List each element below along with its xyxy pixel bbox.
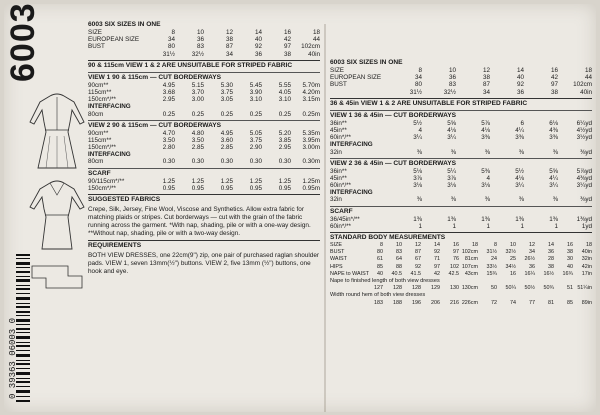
barcode-digits: 0 39363 06003 0 (8, 317, 18, 399)
sizes-title: 6003 SIX SIZES IN ONE (88, 21, 161, 28)
table-row: 150cm*/** 2.95 3.00 3.05 3.10 3.10 3.15m (88, 96, 320, 104)
interfacing-label: INTERFACING (88, 103, 131, 111)
sizes-title: 6003 SIX SIZES IN ONE (330, 59, 403, 66)
view1-header: VIEW 1 90 & 115cm — CUT BORDERWAYS (88, 72, 320, 82)
bust-row: BUST 80 83 87 92 97 102cm (88, 43, 320, 51)
table-row: 80cm 0.30 0.30 0.30 0.30 0.30 0.30m (88, 158, 320, 166)
bust-in-row: 31½ 32½ 34 36 38 40in (409, 88, 592, 96)
imperial-chart (330, 56, 592, 307)
table-row: 60in*/** 3¼ 3¼ 3⅜ 3⅜ 3⅜ 3½yd (330, 134, 592, 142)
table-row: 150cm*/** 0.95 0.95 0.95 0.95 0.95 0.95m (88, 184, 320, 192)
table-row: 80cm 0.25 0.25 0.25 0.25 0.25 0.25m (88, 110, 320, 118)
bust-row: BUST 80 83 87 92 97 102cm (330, 81, 592, 89)
table-row: 115cm** 3.50 3.50 3.60 3.75 3.85 3.95m (88, 136, 320, 144)
view1-header: VIEW 1 36 & 45in — CUT BORDERWAYS (330, 110, 592, 120)
table-row: WAIST 61 64 67 71 76 81cm 24 25 26½ 28 30 32in (330, 256, 592, 263)
row-label: SIZE (88, 29, 102, 36)
finished-length-label: Nape to finished length of both view dresses (330, 277, 440, 284)
dress-sketch-view-2 (28, 179, 86, 251)
pattern-number: 6003 (4, 2, 42, 82)
table-row: 115cm** 3.68 3.70 3.75 3.90 4.05 4.20m (88, 88, 320, 96)
body-size-row: SIZE 8 10 12 14 16 18 8 10 12 14 16 18 (330, 242, 592, 249)
requirements-header: REQUIREMENTS (88, 240, 320, 250)
table-row: 45in** 4 4⅛ 4⅛ 4¼ 4⅜ 4½yd (330, 126, 592, 134)
table-row: 32in ⅜ ⅜ ⅜ ⅜ ⅜ ⅜yd (330, 196, 592, 204)
table-row: 36in** 5½ 5⅝ 5⅞ 6 6⅛ 6¼yd (330, 119, 592, 127)
table-row: 90/115cm*/** 1.25 1.25 1.25 1.25 1.25 1.25m (88, 177, 320, 185)
interfacing-label: INTERFACING (330, 141, 373, 149)
requirements-text: BOTH VIEW DRESSES, one 22cm(9") zip, one pair of purchased raglan shoulder pads. VIEW 1, seven 13mm(½") buttons. VIEW 2, five 13mm (½") buttons, one hook and eye. (88, 252, 320, 276)
scarf-header: SCARF (88, 168, 320, 178)
stripe-warning: 90 & 115cm VIEW 1 & 2 ARE UNSUITABLE FOR STRIPED FABRIC (88, 60, 320, 70)
body-measurements-header: STANDARD BODY MEASUREMENTS (330, 232, 592, 242)
table-row: 150cm*/** 2.80 2.85 2.85 2.90 2.95 3.00m (88, 144, 320, 152)
table-row: 127 128 128 129 130 130cm 50 50¼ 50½ 50¾ 51 51¼in (374, 285, 592, 292)
table-row: 60in*/** 1 1 1 1 1 1yd (330, 222, 592, 230)
fold-crease (324, 24, 326, 412)
pattern-envelope-back (4, 4, 596, 412)
bust-in-row: 31½ 32½ 34 36 38 40in (162, 50, 320, 58)
interfacing-label: INTERFACING (330, 189, 373, 197)
suggested-fabrics-header: SUGGESTED FABRICS (88, 194, 320, 204)
dress-sketch-view-1 (28, 92, 86, 170)
view2-header: VIEW 2 36 & 45in — CUT BORDERWAYS (330, 158, 592, 168)
table-row: 36in** 5⅛ 5¼ 5⅜ 5½ 5⅝ 5⅞yd (330, 167, 592, 175)
table-row: 32in ⅜ ⅜ ⅜ ⅜ ⅜ ⅜yd (330, 148, 592, 156)
table-row: 183 188 196 206 216 226cm 72 74 77 81 85 89in (374, 299, 592, 306)
table-row: 60in*/** 3⅛ 3⅛ 3⅛ 3¼ 3¼ 3¼yd (330, 182, 592, 190)
table-row: 90cm** 4.70 4.80 4.95 5.05 5.20 5.35m (88, 129, 320, 137)
stripe-warning: 36 & 45in VIEW 1 & 2 ARE UNSUITABLE FOR STRIPED FABRIC (330, 98, 592, 108)
size-row: SIZE 8 10 12 14 16 18 (330, 67, 592, 74)
table-row: 45in** 3⅞ 3⅞ 4 4⅛ 4¼ 4⅜yd (330, 174, 592, 182)
euro-size-row: EUROPEAN SIZE 34 36 38 40 42 44 (88, 36, 320, 44)
euro-size-row: EUROPEAN SIZE 34 36 38 40 42 44 (330, 74, 592, 82)
scarf-header: SCARF (330, 206, 592, 216)
size-row: SIZE 8 10 12 14 16 18 (88, 29, 320, 36)
table-row: BUST 80 83 87 92 97 102cm 31½ 32½ 34 36 38 40in (330, 249, 592, 256)
view2-header: VIEW 2 90 & 115cm — CUT BORDERWAYS (88, 120, 320, 130)
table-row: 36/45in*/** 1⅜ 1⅜ 1⅜ 1⅜ 1⅜ 1⅜yd (330, 215, 592, 223)
suggested-fabrics-text: Crepe, Silk, Jersey, Fine Wool, Viscose and Synthetics. Allow extra fabric for matching plaids or stripes. Cut borderways — cut with the grain of the fabric running across the garment. *With nap, shading, pile or with a one-way design. **Without nap, shading, pile or with a two-way design. (88, 206, 311, 238)
metric-chart (88, 18, 320, 276)
table-row: HIPS 85 88 92 97 102 107cm 33½ 34½ 36 38 40 42in (330, 263, 592, 270)
interfacing-label: INTERFACING (88, 151, 131, 159)
table-row: NAPE to WAIST 40 40.5 41.5 42 42.5 43cm 15¾ 16 16¼ 16½ 16¾ 17in (330, 270, 592, 277)
scarf-sketch (28, 262, 86, 292)
width-hem-label: Width round hem of both view dresses (330, 292, 426, 299)
table-row: 90cm** 4.95 5.15 5.30 5.45 5.55 5.70m (88, 81, 320, 89)
